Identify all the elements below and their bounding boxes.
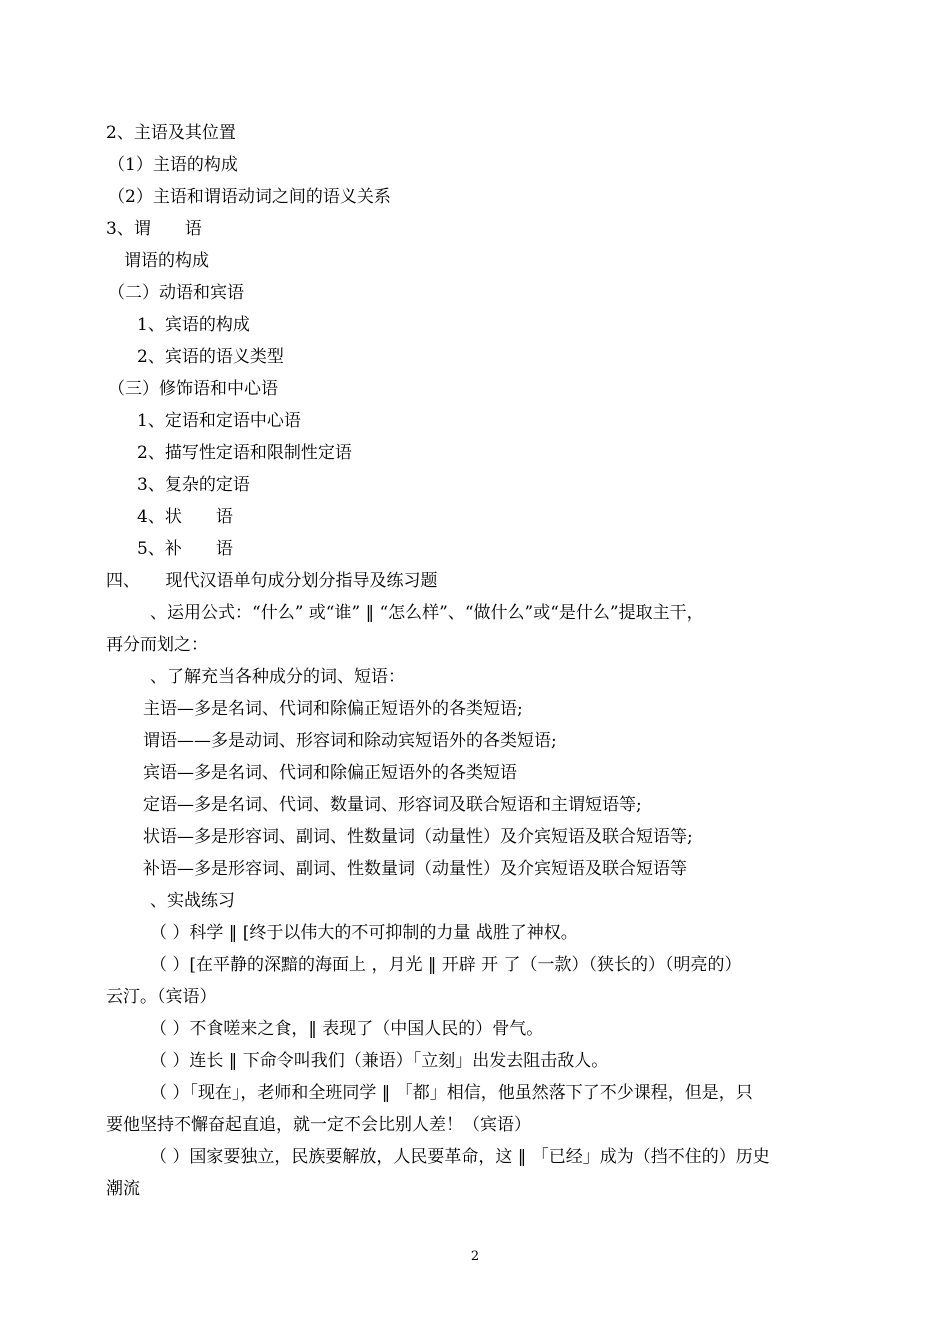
heading-predicate: 3、谓 语 (106, 219, 202, 239)
exercise-4: （ ）连长 ‖ 下命令叫我们（兼语）「立刻」出发去阻击敌人。 (150, 1051, 609, 1071)
heading-subject-position: 2、主语及其位置 (106, 123, 236, 143)
paragraph-formula: 、运用公式：“什么” 或“谁” ‖ “怎么样”、“做什么”或“是什么”提取主干， (150, 603, 704, 623)
item-attribute: 1、定语和定语中心语 (137, 411, 301, 431)
item-subject-predicate-relation: （2）主语和谓语动词之间的语义关系 (108, 187, 391, 207)
item-object-semantic-types: 2、宾语的语义类型 (137, 347, 284, 367)
item-subject-composition: （1）主语的构成 (108, 155, 238, 175)
definition-adverbial: 状语—多是形容词、副词、性数量词（动量性）及介宾短语及联合短语等; (143, 827, 693, 847)
definition-object: 宾语—多是名词、代词和除偏正短语外的各类短语 (143, 763, 517, 783)
paragraph-understand: 、了解充当各种成分的词、短语： (150, 667, 405, 687)
exercise-5: （ ）「现在」，老师和全班同学 ‖ 「都」相信，他虽然落下了不少课程，但是，只 (150, 1083, 753, 1103)
exercise-6-cont: 潮流 (106, 1179, 140, 1199)
heading-section-four: 四、 现代汉语单句成分划分指导及练习题 (106, 571, 438, 591)
heading-practice: 、实战练习 (150, 891, 235, 911)
item-complex-attribute: 3、复杂的定语 (137, 475, 250, 495)
item-complement: 5、补 语 (137, 539, 233, 559)
exercise-5-cont: 要他坚持不懈奋起直追，就一定不会比别人差！（宾语） (106, 1115, 531, 1135)
heading-modifier-head: （三）修饰语和中心语 (108, 379, 278, 399)
exercise-1: （ ）科学 ‖ [终于以伟大的不可抑制的力量 战胜了神权。 (150, 923, 578, 943)
definition-subject: 主语—多是名词、代词和除偏正短语外的各类短语; (143, 699, 523, 719)
exercise-2-cont: 云汀。（宾语） (106, 987, 217, 1007)
page-number: 2 (470, 1249, 480, 1264)
item-adverbial: 4、状 语 (137, 507, 233, 527)
item-predicate-composition: 谓语的构成 (124, 251, 209, 271)
item-object-composition: 1、宾语的构成 (137, 315, 250, 335)
definition-attribute: 定语—多是名词、代词、数量词、形容词及联合短语和主谓短语等; (143, 795, 642, 815)
definition-complement: 补语—多是形容词、副词、性数量词（动量性）及介宾短语及联合短语等 (143, 859, 687, 879)
item-descriptive-restrictive: 2、描写性定语和限制性定语 (137, 443, 352, 463)
exercise-2: （ ）[在平静的深黯的海面上 ，月光 ‖ 开辟 开 了（一款）（狭长的）（明亮的） (150, 955, 742, 975)
definition-predicate: 谓语——多是动词、形容词和除动宾短语外的各类短语; (143, 731, 557, 751)
paragraph-formula-cont: 再分而划之： (106, 635, 208, 655)
exercise-3: （ ）不食嗟来之食，‖ 表现了（中国人民的）骨气。 (150, 1019, 544, 1039)
exercise-6: （ ）国家要独立，民族要解放，人民要革命，这 ‖ 「已经」成为（挡不住的）历史 (150, 1147, 770, 1167)
heading-verb-object: （二）动语和宾语 (108, 283, 244, 303)
